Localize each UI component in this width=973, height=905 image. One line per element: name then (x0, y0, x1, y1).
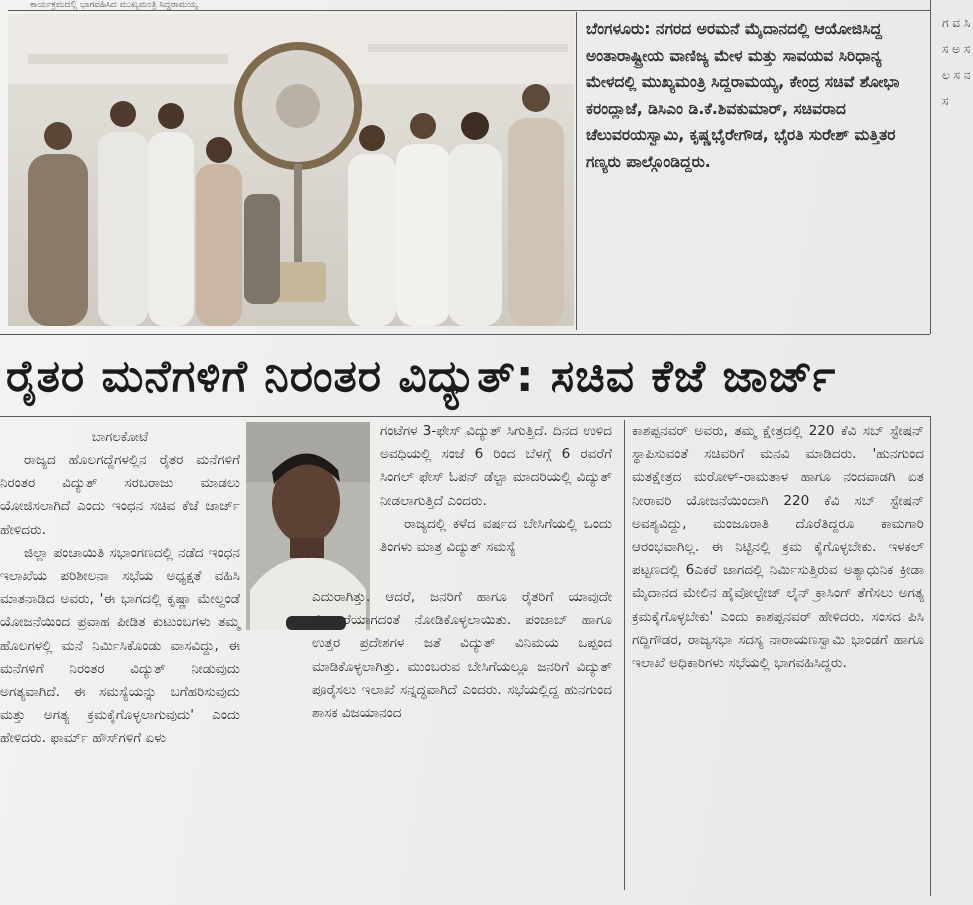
article-column-2-bottom (312, 586, 612, 725)
adjacent-column-fragment: ಗ ವ ಸಿ ಸ ಅ ಸ ಲ ಸ ನ ಸ (942, 16, 971, 108)
article-paragraph: ಜಿಲ್ಲಾ ಪಂಚಾಯಿತಿ ಸಭಾಂಗಣದಲ್ಲಿ ನಡೆದ ಇಂಧನ ಇಲಾಖೆಯ ಪರಿಶೀಲನಾ ಸಭೆಯ ಅಧ್ಯಕ್ಷತೆ ವಹಿಸಿ ಮಾತನಾಡಿದ ಅವರು, 'ಈ ಭಾಗದಲ್ಲಿ ಕೃಷ್ಣಾ ಮೇಲ್ದಂಡೆ ಯೋಜನೆಯಿಂದ ಪ್ರವಾಹ ಪೀಡಿತ ಕುಟುಂಬಗಳು ತಮ್ಮ ಹೊಲಗಳಲ್ಲಿ ಮನೆ ನಿರ್ಮಿಸಿಕೊಂಡು ವಾಸವಿದ್ದು, ಈ ಮನೆಗಳಿಗೆ ನಿರಂತರ ವಿದ್ಯುತ್ ನೀಡುವುದು ಅಗತ್ಯವಾಗಿದೆ. ಈ ಸಮಸ್ಯೆಯನ್ನು ಬಗೆಹರಿಸುವುದು ಮತ್ತು ಅಗತ್ಯ ಕ್ರಮಕೈಗೊಳ್ಳಲಾಗುವುದು' ಎಂದು ಹೇಳಿದರು. ಫಾರ್ಮ್ ಹೌಸ್‌ಗಳಿಗೆ ಏಳು (0, 544, 240, 747)
right-edge-divider (930, 416, 931, 896)
article-headline: ರೈತರ ಮನೆಗಳಿಗೆ ನಿರಂತರ ವಿದ್ಯುತ್: ಸಚಿವ ಕೆಜೆ ಜಾರ್ಜ್ (6, 351, 837, 402)
photo-caption-divider (576, 12, 577, 330)
article-paragraph: ರಾಜ್ಯದ ಹೊಲಗದ್ದೆಗಳಲ್ಲಿನ ರೈತರ ಮನೆಗಳಿಗೆ ನಿರಂತರ ವಿದ್ಯುತ್ ಸರಬರಾಜು ಮಾಡಲು ಯೋಜಿಸಲಾಗಿದೆ ಎಂದು ಇಂಧನ ಸಚಿವ ಕೆಜೆ ಜಾರ್ಜ್ ಹೇಳಿದರು. (0, 452, 240, 538)
article-paragraph: ಕಾಶಪ್ಪನವರ್ ಅವರು, ತಮ್ಮ ಕ್ಷೇತ್ರದಲ್ಲಿ 220 ಕೆವಿ ಸಬ್ ಸ್ಟೇಷನ್ ಸ್ಥಾಪಿಸುವಂತೆ ಸಚಿವರಿಗೆ ಮನವಿ ಮಾಡಿದರು. 'ಹುನಗುಂದ ಮತಕ್ಷೇತ್ರದ ಮರೋಳ್-ರಾಮತಾಳ ಹಾಗೂ ನಂದವಾಡಗಿ ಏತ ನೀರಾವರಿ ಯೋಜನೆಯಿಂದಾಗಿ 220 ಕೆವಿ ಸಬ್ ಸ್ಟೇಷನ್ ಅವಶ್ಯವಿದ್ದು, ಮಂಜೂರಾತಿ ದೊರೆತಿದ್ದರೂ ಕಾಮಗಾರಿ ಆರಂಭವಾಗಿಲ್ಲ. ಈ ನಿಟ್ಟಿನಲ್ಲಿ ಕ್ರಮ ಕೈಗೊಳ್ಳಬೇಕು. ಇಳಕಲ್ ಪಟ್ಟಣದಲ್ಲಿ 6ಎಕರೆ ಜಾಗದಲ್ಲಿ ನಿರ್ಮಿಸುತ್ತಿರುವ ಅತ್ಯಾಧುನಿಕ ಕ್ರೀಡಾ ಮೈದಾನದ ಮೇಲಿನ ಹೈವೋಲ್ಟೇಜ್ ಲೈನ್ ಕ್ರಾಸಿಂಗ್ ತೆಗೆಸಲು ಅಗತ್ಯ ಕ್ರಮಕೈಗೊಳ್ಳಬೇಕು' ಎಂದು ಕಾಶಪ್ಪನವರ್ ಹೇಳಿದರು. ಸಂಸದ ಪಿಸಿ ಗದ್ದಿಗೌಡರ, ರಾಜ್ಯಸಭಾ ಸದಸ್ಯ ನಾರಾಯಣಸ್ವಾಮಿ ಭಾಂಡಗೆ ಹಾಗೂ ಇಲಾಖೆ ಅಧಿಕಾರಿಗಳು ಸಭೆಯಲ್ಲಿ ಭಾಗವಹಿಸಿದ್ದರು. (632, 423, 924, 672)
article-paragraph: ರಾಜ್ಯದಲ್ಲಿ ಕಳೆದ ವರ್ಷದ ಬೇಸಿಗೆಯಲ್ಲಿ ಒಂದು ತಿಂಗಳು ಮಾತ್ರ ವಿದ್ಯುತ್ ಸಮಸ್ಯೆ (380, 515, 612, 556)
article-column-1 (0, 426, 240, 751)
article-column-3 (632, 420, 924, 675)
article-paragraph: ಎದುರಾಗಿತ್ತು. ಆದರೆ, ಜನರಿಗೆ ಹಾಗೂ ರೈತರಿಗೆ ಯಾವುದೇ ತೊಂದರೆಯಾಗದಂತೆ ನೋಡಿಕೊಳ್ಳಲಾಯಿತು. ಪಂಜಾಬ್ ಹಾಗೂ ಉತ್ತರ ಪ್ರದೇಶಗಳ ಜತೆ ವಿದ್ಯುತ್ ವಿನಿಮಯ ಒಪ್ಪಂದ ಮಾಡಿಕೊಳ್ಳಲಾಗಿತ್ತು. ಮುಂಬರುವ ಬೇಸಿಗೆಯಲ್ಲೂ ಜನರಿಗೆ ವಿದ್ಯುತ್ ಪೂರೈಸಲು ಇಲಾಖೆ ಸನ್ನದ್ಧವಾಗಿದೆ ಎಂದರು. ಸಭೆಯಲ್ಲಿದ್ದ ಹುನಗುಂದ ಶಾಸಕ ವಿಜಯಾನಂದ (312, 589, 612, 722)
top-rule (8, 10, 930, 11)
right-column-divider (930, 0, 931, 334)
article-column-2-top (380, 420, 612, 559)
event-photo (8, 14, 574, 326)
photo-bottom-rule (0, 334, 930, 335)
headline-bottom-rule (0, 416, 930, 417)
article-paragraph: ಗಂಟೆಗಳ 3-ಫೇಸ್ ವಿದ್ಯುತ್ ಸಿಗುತ್ತಿದೆ. ದಿನದ ಉಳಿದ ಅವಧಿಯಲ್ಲಿ ಸಂಜೆ 6 ರಿಂದ ಬೆಳಗ್ಗೆ 6 ರವರೆಗೆ ಸಿಂಗಲ್ ಫೇಸ್ ಓಪನ್ ಡೆಲ್ಟಾ ಮಾದರಿಯಲ್ಲಿ ವಿದ್ಯುತ್ ನೀಡಲಾಗುತ್ತಿದೆ ಎಂದರು. (380, 423, 612, 509)
column-divider (624, 420, 625, 890)
dateline: ಬಾಗಲಕೋಟೆ (91, 430, 149, 445)
previous-article-fragment: ಕಾರ್ಯಕ್ರಮದಲ್ಲಿ ಭಾಗವಹಿಸಿದ ಮುಖ್ಯಮಂತ್ರಿ ಸಿದ್ದರಾಮಯ್ಯ (30, 0, 199, 10)
photo-caption: ಬೆಂಗಳೂರು: ನಗರದ ಅರಮನೆ ಮೈದಾನದಲ್ಲಿ ಆಯೋಜಿಸಿದ್ದ ಅಂತಾರಾಷ್ಟ್ರೀಯ ವಾಣಿಜ್ಯ ಮೇಳ ಮತ್ತು ಸಾವಯವ ಸಿರಿಧಾನ್ಯ ಮೇಳದಲ್ಲಿ ಮುಖ್ಯಮಂತ್ರಿ ಸಿದ್ದರಾಮಯ್ಯ, ಕೇಂದ್ರ ಸಚಿವೆ ಶೋಭಾ ಕರಂದ್ಲಾಜೆ, ಡಿಸಿಎಂ ಡಿ.ಕೆ.ಶಿವಕುಮಾರ್, ಸಚಿವರಾದ ಚೆಲುವರಯಸ್ವಾಮಿ, ಕೃಷ್ಣಭೈರೇಗೌಡ, ಭೈರತಿ ಸುರೇಶ್ ಮತ್ತಿತರ ಗಣ್ಯರು ಪಾಲ್ಗೊಂಡಿದ್ದರು. (586, 20, 900, 171)
